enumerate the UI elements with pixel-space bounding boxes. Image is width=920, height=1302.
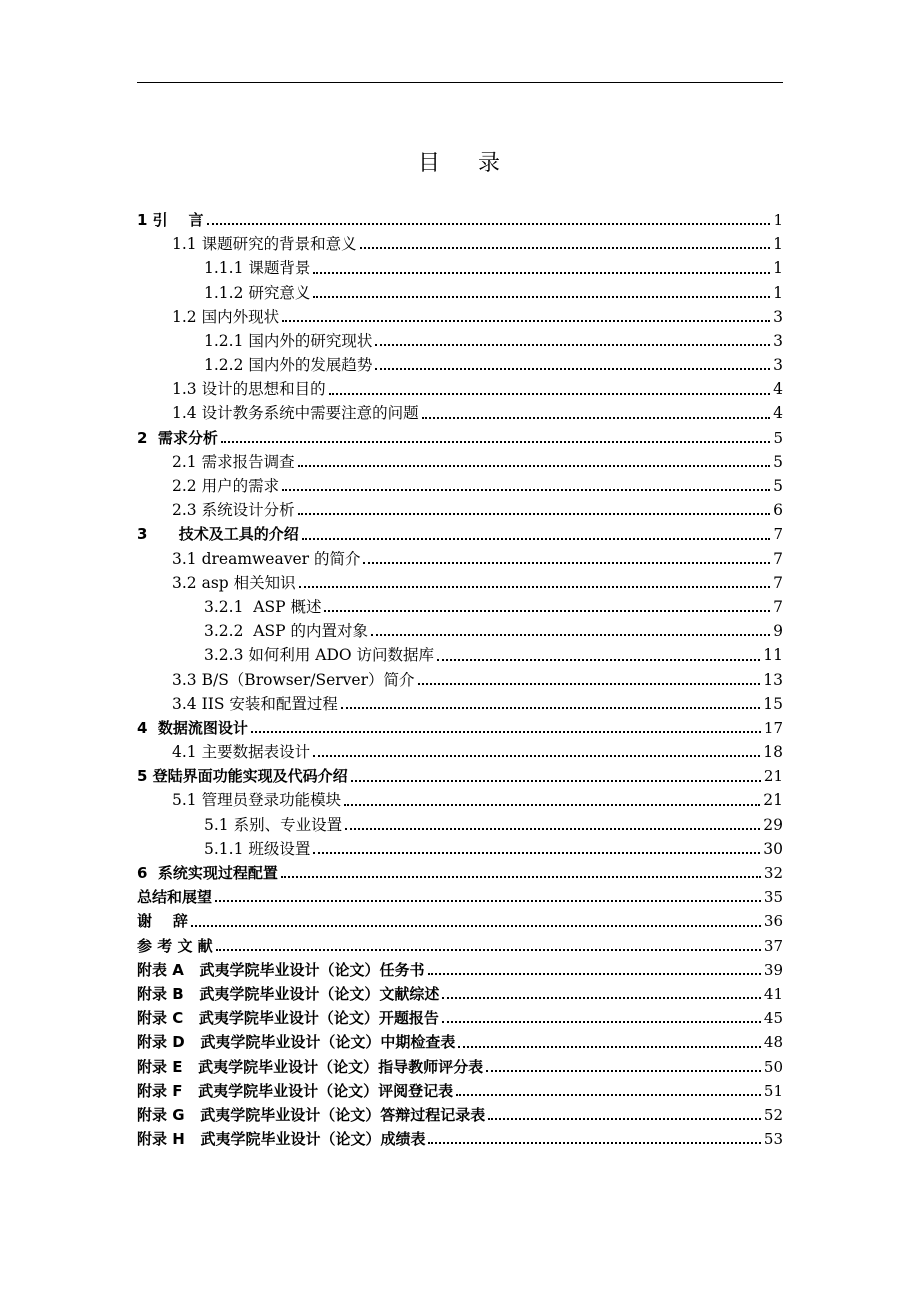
toc-entry-label: 3.4 IIS 安装和配置过程 (172, 694, 338, 713)
toc-entry-label: 附录 F 武夷学院毕业设计（论文）评阅登记表 (137, 1081, 454, 1100)
toc-entry-page-number: 5 (773, 452, 783, 471)
toc-entry[interactable] (137, 1127, 783, 1151)
toc-entry-page-number: 4 (773, 404, 783, 423)
toc-entry-page-number: 32 (763, 864, 783, 883)
toc-entry[interactable] (137, 329, 783, 353)
toc-entry-label: 4.1 主要数据表设计 (172, 743, 311, 762)
toc-dot-leader (313, 272, 770, 274)
toc-dot-leader (215, 900, 761, 902)
toc-dot-leader (442, 997, 761, 999)
toc-entry-page-number: 6 (773, 501, 783, 520)
toc-entry-label: 1.1.2 研究意义 (204, 283, 311, 302)
toc-entry-page-number: 7 (773, 573, 783, 592)
toc-dot-leader (458, 1046, 761, 1048)
toc-entry-label: 3.2.2 ASP 的内置对象 (204, 622, 368, 641)
toc-entry-label: 总结和展望 (137, 888, 213, 907)
toc-entry-label: 6 系统实现过程配置 (137, 864, 278, 883)
toc-dot-leader (418, 683, 761, 685)
toc-dot-leader (375, 368, 770, 370)
toc-dot-leader (442, 1021, 761, 1023)
toc-entry-page-number: 17 (763, 718, 783, 737)
toc-entry-page-number: 39 (763, 960, 783, 979)
toc-entry-label: 附录 B 武夷学院毕业设计（论文）文献综述 (137, 984, 440, 1003)
toc-entry-label: 3.2 asp 相关知识 (172, 573, 296, 592)
toc-entry-page-number: 13 (763, 670, 783, 689)
toc-entry-label: 1.2.1 国内外的研究现状 (204, 331, 373, 350)
toc-entry[interactable] (137, 232, 783, 256)
toc-entry-label: 1 引 言 (137, 210, 204, 229)
toc-entry-page-number: 1 (773, 235, 783, 254)
toc-entry[interactable] (137, 353, 783, 377)
toc-entry[interactable] (137, 837, 783, 861)
toc-entry[interactable] (137, 377, 783, 401)
toc-entry-label: 3.2.3 如何利用 ADO 访问数据库 (204, 646, 435, 665)
toc-dot-leader (313, 852, 760, 854)
toc-entry-label: 4 数据流图设计 (137, 718, 248, 737)
toc-entry-page-number: 4 (773, 380, 783, 399)
toc-entry-page-number: 1 (773, 210, 783, 229)
toc-dot-leader (428, 973, 761, 975)
toc-dot-leader (344, 804, 760, 806)
toc-entry-label: 3.3 B/S（Browser/Server）简介 (172, 670, 415, 689)
toc-dot-leader (341, 707, 760, 709)
toc-entry-label: 附录 G 武夷学院毕业设计（论文）答辩过程记录表 (137, 1105, 486, 1124)
toc-entry[interactable] (137, 402, 783, 426)
toc-entry-label: 附录 E 武夷学院毕业设计（论文）指导教师评分表 (137, 1057, 484, 1076)
toc-dot-leader (488, 1118, 761, 1120)
toc-title: 目 录 (418, 151, 502, 176)
toc-dot-leader (282, 489, 770, 491)
toc-entry-page-number: 36 (763, 912, 783, 931)
toc-entry-page-number: 3 (773, 307, 783, 326)
toc-entry-page-number: 7 (773, 549, 783, 568)
toc-entry-page-number: 7 (773, 597, 783, 616)
toc-entry[interactable] (137, 740, 783, 764)
toc-entry[interactable] (137, 498, 783, 522)
toc-entry-page-number: 29 (763, 815, 783, 834)
toc-entry[interactable] (137, 1079, 783, 1103)
toc-entry[interactable] (137, 208, 783, 232)
toc-entry-page-number: 5 (773, 428, 783, 447)
toc-dot-leader (313, 755, 760, 757)
toc-dot-leader (329, 393, 771, 395)
toc-entry-label: 3.1 dreamweaver 的简介 (172, 549, 361, 568)
toc-dot-leader (216, 949, 761, 951)
toc-entry-label: 参 考 文 献 (137, 936, 213, 955)
toc-entry-page-number: 21 (763, 767, 783, 786)
toc-entry-page-number: 30 (763, 839, 783, 858)
toc-dot-leader (207, 223, 771, 225)
toc-entry-label: 1.2.2 国内外的发展趋势 (204, 356, 373, 375)
toc-entry[interactable] (137, 1055, 783, 1079)
toc-entry-page-number: 15 (763, 694, 783, 713)
toc-entry-label: 5 登陆界面功能实现及代码介绍 (137, 767, 348, 786)
toc-entry[interactable] (137, 281, 783, 305)
toc-entry-label: 1.4 设计教务系统中需要注意的问题 (172, 404, 419, 423)
toc-dot-leader (299, 586, 771, 588)
toc-entry[interactable] (137, 909, 783, 933)
toc-entry[interactable] (137, 450, 783, 474)
toc-entry-label: 2 需求分析 (137, 428, 218, 447)
toc-dot-leader (486, 1070, 761, 1072)
toc-entry-page-number: 5 (773, 477, 783, 496)
toc-dot-leader (360, 247, 771, 249)
toc-entry[interactable] (137, 692, 783, 716)
toc-entry-page-number: 50 (763, 1057, 783, 1076)
toc-entry-label: 3.2.1 ASP 概述 (204, 597, 322, 616)
toc-entry-label: 附录 H 武夷学院毕业设计（论文）成绩表 (137, 1130, 426, 1149)
toc-dot-leader (363, 562, 770, 564)
toc-dot-leader (422, 417, 771, 419)
toc-dot-leader (281, 876, 761, 878)
toc-entry[interactable] (137, 426, 783, 450)
header-rule (137, 82, 783, 83)
toc-entry-label: 附录 C 武夷学院毕业设计（论文）开题报告 (137, 1009, 439, 1028)
toc-entry[interactable] (137, 764, 783, 788)
toc-entry[interactable] (137, 934, 783, 958)
toc-entry-label: 谢 辞 (137, 912, 188, 931)
toc-entry[interactable] (137, 958, 783, 982)
toc-entry-page-number: 41 (763, 984, 783, 1003)
toc-entry-page-number: 53 (763, 1130, 783, 1149)
toc-entry-page-number: 3 (773, 331, 783, 350)
toc-entry[interactable] (137, 716, 783, 740)
toc-entry-label: 2.2 用户的需求 (172, 477, 280, 496)
toc-entry-label: 3 技术及工具的介绍 (137, 525, 299, 544)
toc-dot-leader (428, 1142, 760, 1144)
toc-entry[interactable] (137, 668, 783, 692)
toc-entry[interactable] (137, 619, 783, 643)
toc-dot-leader (191, 925, 761, 927)
toc-entry-page-number: 1 (773, 259, 783, 278)
toc-dot-leader (345, 828, 760, 830)
toc-entry[interactable] (137, 789, 783, 813)
toc-entry[interactable] (137, 885, 783, 909)
toc-dot-leader (282, 320, 770, 322)
toc-dot-leader (302, 538, 771, 540)
toc-entry-page-number: 7 (773, 525, 783, 544)
toc-entry[interactable] (137, 1103, 783, 1127)
toc-entry-label: 附表 A 武夷学院毕业设计（论文）任务书 (137, 960, 425, 979)
toc-entry-label: 2.1 需求报告调查 (172, 452, 295, 471)
toc-dot-leader (324, 610, 770, 612)
toc-dot-leader (251, 731, 761, 733)
toc-entry-page-number: 9 (773, 622, 783, 641)
toc-entry[interactable] (137, 547, 783, 571)
toc-entry-page-number: 21 (763, 791, 783, 810)
toc-dot-leader (437, 659, 760, 661)
toc-entry[interactable] (137, 1030, 783, 1054)
toc-entry-label: 1.2 国内外现状 (172, 307, 280, 326)
toc-entry[interactable] (137, 861, 783, 885)
toc-entry-page-number: 37 (763, 936, 783, 955)
table-of-contents (137, 208, 783, 1151)
toc-entry[interactable] (137, 256, 783, 280)
toc-dot-leader (313, 296, 770, 298)
toc-entry-page-number: 3 (773, 356, 783, 375)
toc-entry-label: 2.3 系统设计分析 (172, 501, 295, 520)
toc-entry-page-number: 1 (773, 283, 783, 302)
toc-entry-page-number: 52 (763, 1105, 783, 1124)
toc-entry-label: 附录 D 武夷学院毕业设计（论文）中期检查表 (137, 1033, 456, 1052)
toc-entry[interactable] (137, 522, 783, 546)
toc-entry[interactable] (137, 595, 783, 619)
toc-entry[interactable] (137, 813, 783, 837)
toc-dot-leader (221, 441, 771, 443)
toc-dot-leader (371, 634, 770, 636)
toc-entry[interactable] (137, 571, 783, 595)
toc-entry-page-number: 48 (763, 1033, 783, 1052)
toc-entry-label: 1.3 设计的思想和目的 (172, 380, 326, 399)
toc-entry-page-number: 51 (763, 1081, 783, 1100)
toc-entry[interactable] (137, 305, 783, 329)
toc-entry[interactable] (137, 643, 783, 667)
toc-entry-page-number: 11 (763, 646, 783, 665)
toc-entry[interactable] (137, 474, 783, 498)
toc-entry[interactable] (137, 982, 783, 1006)
toc-entry[interactable] (137, 1006, 783, 1030)
toc-entry-label: 5.1.1 班级设置 (204, 839, 311, 858)
toc-entry-label: 1.1.1 课题背景 (204, 259, 311, 278)
toc-entry-page-number: 35 (763, 888, 783, 907)
toc-entry-label: 1.1 课题研究的背景和意义 (172, 235, 357, 254)
toc-entry-page-number: 18 (763, 743, 783, 762)
toc-dot-leader (298, 465, 771, 467)
toc-dot-leader (351, 780, 761, 782)
toc-dot-leader (298, 513, 771, 515)
toc-entry-label: 5.1 系别、专业设置 (204, 815, 343, 834)
toc-entry-page-number: 45 (763, 1009, 783, 1028)
toc-entry-label: 5.1 管理员登录功能模块 (172, 791, 342, 810)
toc-dot-leader (456, 1094, 761, 1096)
toc-dot-leader (375, 344, 770, 346)
